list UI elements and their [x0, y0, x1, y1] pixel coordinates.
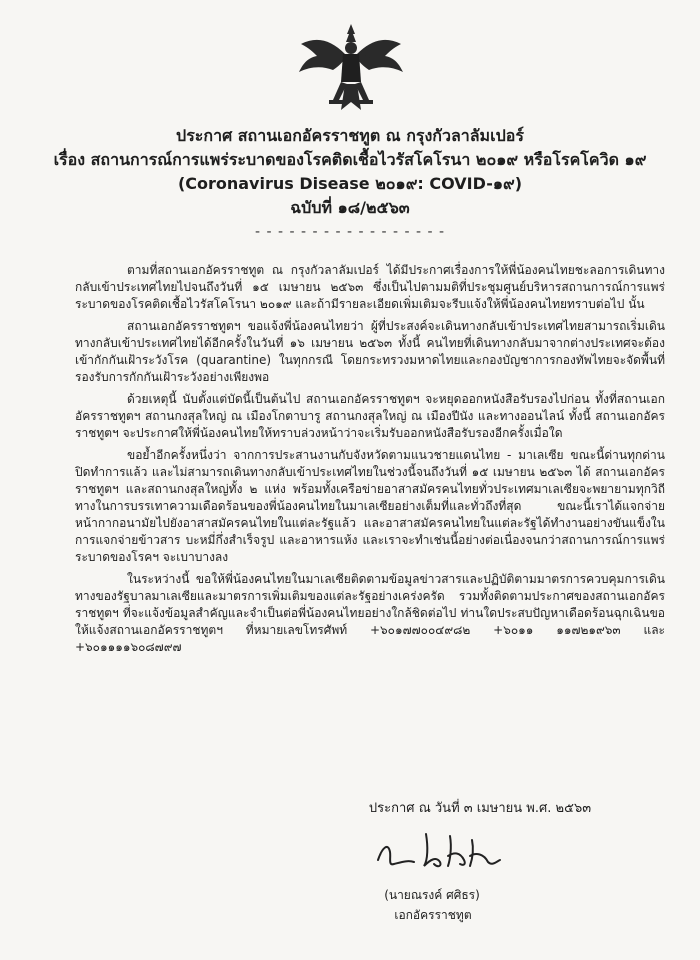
signer-name: (นายณรงค์ ศศิธร) — [384, 888, 480, 902]
paragraph-4: ขอย้ำอีกครั้งหนึ่งว่า จากการประสานงานกับจังหวัดตามแนวชายแดนไทย - มาเลเซีย ขณะนี้ด่านทุกด่านปิดทำการแล้ว และไม่สามารถเดินทางกลับเข้าประเทศไทยในช่วงนี้จนถึงวันที่ ๑๕ เมษายน ๒๕๖๓ ได้ สถานเอกอัครราชทูตฯ และสถานกงสุลใหญ่ทั้ง ๒ แห่ง พร้อมทั้งเครือข่ายอาสาสมัครคนไทยทั่วประเทศมาเลเซียจะพยายามทุกวิถีทางในการบรรเทาความเดือดร้อนของพี่น้องคนไทยในมาเลเซียอย่างเต็มที่และทั่วถึงที่สุด ขณะนี้เราได้แจกจ่ายหน้ากากอนามัยไปยังอาสาสมัครคนไทยในแต่ละรัฐแล้ว และอาสาสมัครคนไทยในแต่ละรัฐได้ทำงานอย่างขันแข็งในการแจกจ่ายข้าวสาร บะหมี่กึ่งสำเร็จรูป และอาหารแห้ง และเราจะทำเช่นนี้อย่างต่อเนื่องจนกว่าสถานการณ์การแพร่ระบาดของโรคฯ จะเบาบางลง — [75, 448, 665, 564]
heading-line-1: ประกาศ สถานเอกอัครราชทูต ณ กรุงกัวลาลัมเปอร์ — [176, 126, 524, 145]
garuda-emblem-icon — [295, 22, 407, 114]
paragraph-1: ตามที่สถานเอกอัครราชทูต ณ กรุงกัวลาลัมเปอร์ ได้มีประกาศเรื่องการให้พี่น้องคนไทยชะลอการเดินทางกลับเข้าประเทศไทยไปจนถึงวันที่ ๑๕ เมษายน ๒๕๖๓ ซึ่งเป็นไปตามมติที่ประชุมศูนย์บริหารสถานการณ์การแพร่ระบาดของโรคติดเชื้อไวรัสโคโรนา ๒๐๑๙ และถ้ามีรายละเอียดเพิ่มเติมจะรีบแจ้งให้พี่น้องคนไทยทราบต่อไป นั้น — [75, 263, 665, 311]
handwritten-signature-icon — [368, 826, 508, 882]
signer-title: เอกอัครราชทูต — [394, 908, 472, 922]
heading-separator: - - - - - - - - - - - - - - - - - — [254, 224, 446, 240]
announcement-body — [75, 262, 665, 661]
paragraph-2: สถานเอกอัครราชทูตฯ ขอแจ้งพี่น้องคนไทยว่า ผู้ที่ประสงค์จะเดินทางกลับเข้าประเทศไทยสามารถเริ่มเดินทางกลับเข้าประเทศไทยได้อีกครั้งในวันที่ ๑๖ เมษายน ๒๕๖๓ ทั้งนี้ คนไทยที่เดินทางกลับมาจากต่างประเทศจะต้องเข้ากักกันเฝ้าระวังโรค (quarantine) ในทุกกรณี โดยกระทรวงมหาดไทยและกองบัญชาการกองทัพไทยจะจัดพื้นที่รองรับการกักกันเฝ้าระวังอย่างเพียงพอ — [75, 319, 665, 384]
heading-line-4: ฉบับที่ ๑๘/๒๕๖๓ — [290, 198, 410, 217]
heading-line-3: (Coronavirus Disease ๒๐๑๙: COVID-๑๙) — [177, 174, 523, 193]
paragraph-3: ด้วยเหตุนี้ นับตั้งแต่บัดนี้เป็นต้นไป สถานเอกอัครราชทูตฯ จะหยุดออกหนังสือรับรองไปก่อน ทั้งที่สถานเอกอัครราชทูตฯ สถานกงสุลใหญ่ ณ เมืองโกตาบารู สถานกงสุลใหญ่ ณ เมืองปีนัง และทางออนไลน์ ทั้งนี้ สถานเอกอัครราชทูตฯ จะประกาศให้พี่น้องคนไทยให้ทราบล่วงหน้าว่าจะเริ่มรับออกหนังสือรับรองอีกครั้งเมื่อใด — [75, 392, 665, 440]
date-line: ประกาศ ณ วันที่ ๓ เมษายน พ.ศ. ๒๕๖๓ — [368, 801, 592, 816]
heading-line-2: เรื่อง สถานการณ์การแพร่ระบาดของโรคติดเชื้อไวรัสโคโรนา ๒๐๑๙ หรือโรคโควิด ๑๙ — [53, 150, 647, 169]
paragraph-5: ในระหว่างนี้ ขอให้พี่น้องคนไทยในมาเลเซียติดตามข้อมูลข่าวสารและปฏิบัติตามมาตรการควบคุมการเดินทางของรัฐบาลมาเลเซียและมาตรการเพิ่มเติมของแต่ละรัฐอย่างเคร่งครัด รวมทั้งติดตามประกาศของสถานเอกอัครราชทูตฯ ที่จะแจ้งข้อมูลสำคัญและจำเป็นต่อพี่น้องคนไทยอย่างใกล้ชิดต่อไป ท่านใดประสบปัญหาเดือดร้อนฉุกเฉินขอให้แจ้งสถานเอกอัครราชทูตฯ ที่หมายเลขโทรศัพท์ +๖๐๑๗๗๐๐๔๙๘๒ +๖๐๑๑ ๑๑๗๒๑๙๖๓ และ +๖๐๑๑๑๑๖๐๘๗๙๗ — [75, 572, 665, 654]
